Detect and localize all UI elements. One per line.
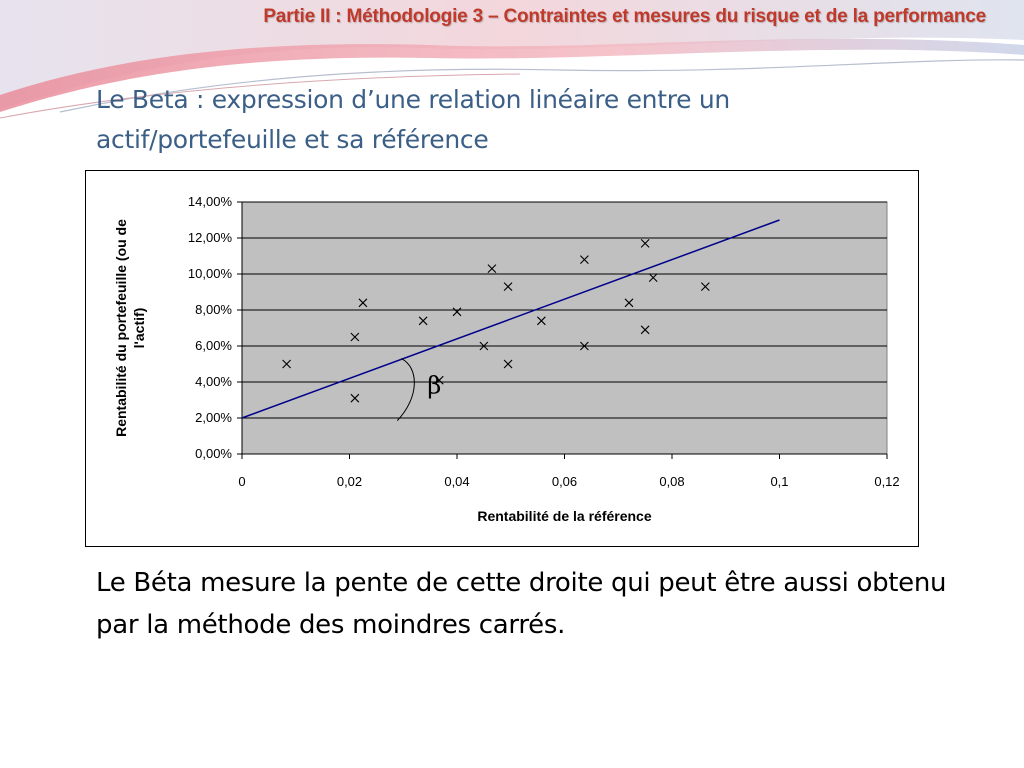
- y-tick-label: 10,00%: [187, 266, 232, 281]
- slide-subtitle: Le Beta : expression d’une relation linéaire entre un actif/portefeuille et sa référence: [96, 85, 730, 154]
- x-tick-label: 0,04: [444, 474, 470, 489]
- x-tick-label: 0,06: [551, 474, 578, 489]
- x-tick-label: 0,1: [770, 474, 789, 489]
- x-axis-title: Rentabilité de la référence: [477, 508, 652, 524]
- x-tick-label: 0,12: [874, 474, 900, 489]
- scatter-chart: [86, 171, 918, 546]
- y-tick-label: 14,00%: [187, 194, 232, 209]
- plot-area: [242, 202, 887, 454]
- y-tick-label: 12,00%: [187, 230, 232, 245]
- beta-label: β: [427, 371, 442, 400]
- x-tick-label: 0: [238, 474, 246, 489]
- chart-frame: [85, 170, 919, 547]
- y-tick-label: 2,00%: [195, 410, 232, 425]
- y-tick-label: 4,00%: [195, 374, 232, 389]
- y-axis-title: Rentabilité du portefeuille (ou de l'actif): [113, 219, 147, 437]
- y-tick-label: 8,00%: [195, 302, 232, 317]
- x-tick-label: 0,02: [336, 474, 363, 489]
- slide-title: Partie II : Méthodologie 3 – Contraintes et mesures du risque et de la performance: [263, 6, 986, 27]
- slide-body-text: Le Béta mesure la pente de cette droite qui peut être aussi obtenu par la méthode des moindres carrés.: [96, 568, 947, 640]
- x-tick-label: 0,08: [659, 474, 685, 489]
- y-tick-label: 6,00%: [195, 338, 232, 353]
- y-tick-label: 0,00%: [195, 446, 232, 461]
